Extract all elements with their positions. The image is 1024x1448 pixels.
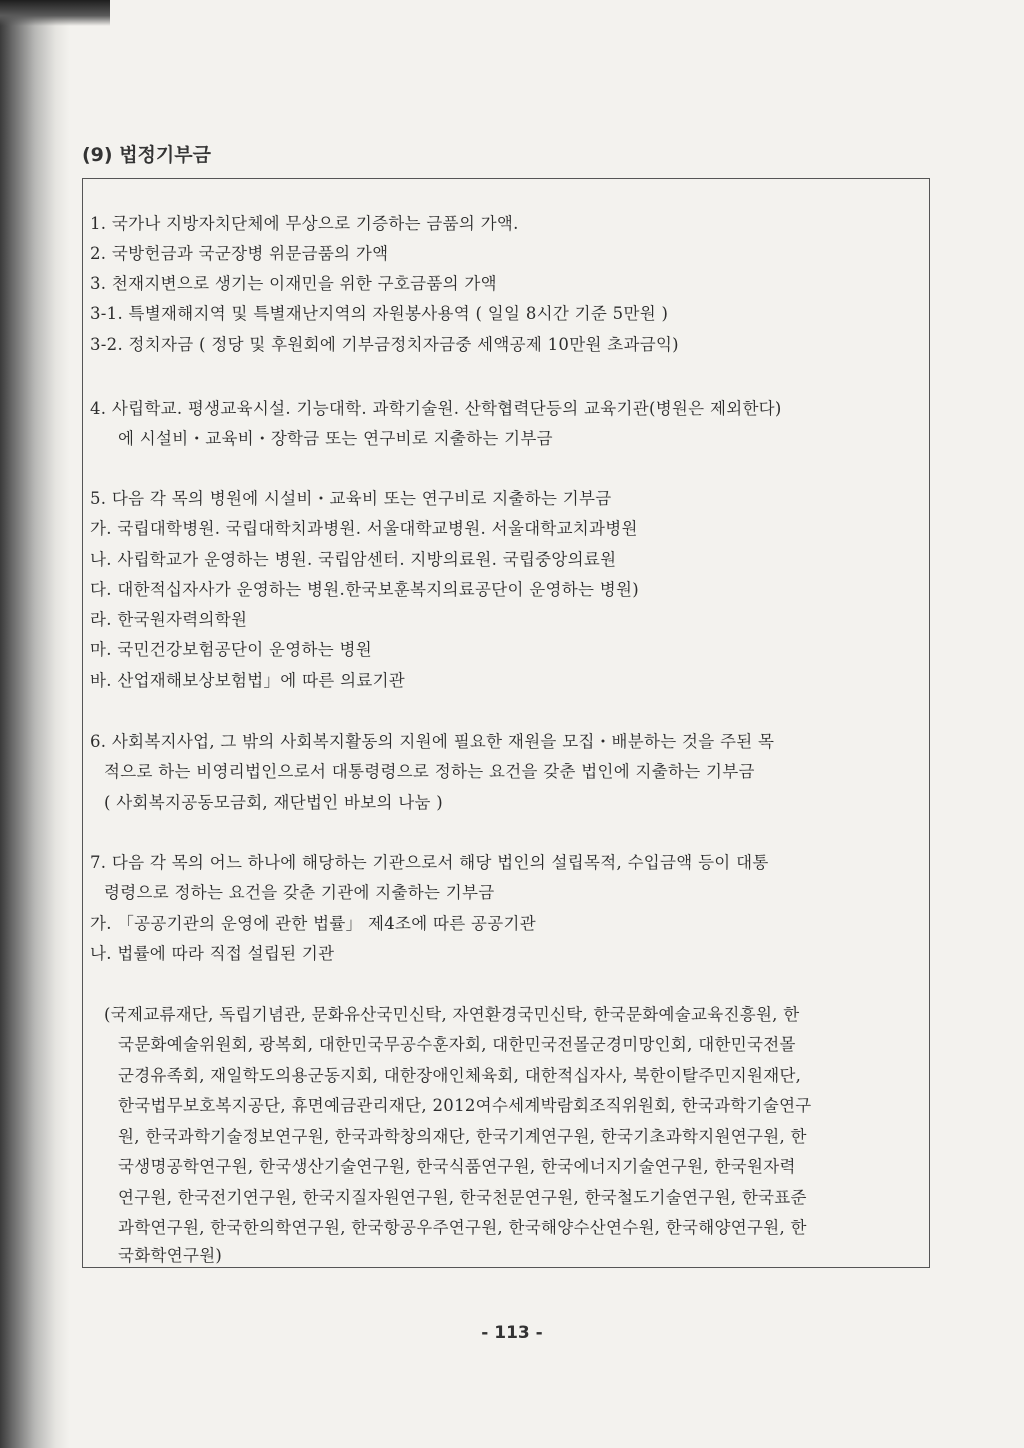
list-item: 마. 국민건강보험공단이 운영하는 병원 [90, 640, 373, 659]
list-item: 연구원, 한국전기연구원, 한국지질자원연구원, 한국천문연구원, 한국철도기술연구원, 한국표준 [118, 1188, 807, 1207]
list-item: 바. 산업재해보상보험법」에 따른 의료기관 [90, 671, 406, 690]
list-item: 국화학연구원) [118, 1246, 223, 1265]
list-item: 5. 다음 각 목의 병원에 시설비・교육비 또는 연구비로 지출하는 기부금 [90, 489, 612, 508]
list-item: 4. 사립학교. 평생교육시설. 기능대학. 과학기술원. 산학협력단등의 교육기관(병원은 제외한다) [90, 399, 782, 418]
list-item: 과학연구원, 한국한의학연구원, 한국항공우주연구원, 한국해양수산연수원, 한국해양연구원, 한 [118, 1218, 807, 1237]
list-item: 국문화예술위원회, 광복회, 대한민국무공수훈자회, 대한민국전몰군경미망인회, 대한민국전몰 [118, 1035, 796, 1054]
list-item: 3-2. 정치자금 ( 정당 및 후원회에 기부금정치자금중 세액공제 10만원 초과금익) [90, 335, 679, 354]
corner-shadow [0, 0, 110, 26]
list-item: 라. 한국원자력의학원 [90, 610, 248, 629]
list-item: 에 시설비・교육비・장학금 또는 연구비로 지출하는 기부금 [118, 429, 553, 448]
list-item: 나. 사립학교가 운영하는 병원. 국립암센터. 지방의료원. 국립중앙의료원 [90, 550, 617, 569]
list-item: 6. 사회복지사업, 그 밖의 사회복지활동의 지원에 필요한 재원을 모집・배분하는 것을 주된 목 [90, 732, 775, 751]
list-item: 군경유족회, 재일학도의용군동지회, 대한장애인체육회, 대한적십자사, 북한이탈주민지원재단, [118, 1066, 802, 1085]
binding-shadow [0, 0, 70, 1448]
list-item: 3-1. 특별재해지역 및 특별재난지역의 자원봉사용역 ( 일일 8시간 기준 5만원 ) [90, 304, 669, 323]
list-item: 1. 국가나 지방자치단체에 무상으로 기증하는 금품의 가액. [90, 214, 519, 233]
list-item: 다. 대한적십자사가 운영하는 병원.한국보훈복지의료공단이 운영하는 병원) [90, 580, 639, 599]
list-item: 7. 다음 각 목의 어느 하나에 해당하는 기관으로서 해당 법인의 설립목적, 수입금액 등이 대통 [90, 853, 769, 872]
list-item: ( 사회복지공동모금회, 재단법인 바보의 나눔 ) [104, 793, 444, 812]
list-item: 2. 국방헌금과 국군장병 위문금품의 가액 [90, 244, 389, 263]
list-item: 가. 「공공기관의 운영에 관한 법률」 제4조에 따른 공공기관 [90, 914, 537, 933]
list-item: (국제교류재단, 독립기념관, 문화유산국민신탁, 자연환경국민신탁, 한국문화예술교육진흥원, 한 [104, 1005, 800, 1024]
list-item: 3. 천재지변으로 생기는 이재민을 위한 구호금품의 가액 [90, 274, 497, 293]
list-item: 한국법무보호복지공단, 휴면예금관리재단, 2012여수세계박람회조직위원회, 한국과학기술연구 [118, 1096, 812, 1115]
list-item: 국생명공학연구원, 한국생산기술연구원, 한국식품연구원, 한국에너지기술연구원, 한국원자력 [118, 1157, 796, 1176]
list-item: 나. 법률에 따라 직접 설립된 기관 [90, 944, 335, 963]
list-item: 적으로 하는 비영리법인으로서 대통령령으로 정하는 요건을 갖춘 법인에 지출하는 기부금 [104, 762, 755, 781]
section-title: (9) 법정기부금 [82, 144, 211, 166]
page-number: - 113 - [481, 1323, 543, 1343]
list-item: 가. 국립대학병원. 국립대학치과병원. 서울대학교병원. 서울대학교치과병원 [90, 519, 638, 538]
list-item: 령령으로 정하는 요건을 갖춘 기관에 지출하는 기부금 [104, 883, 495, 902]
list-item: 원, 한국과학기술정보연구원, 한국과학창의재단, 한국기계연구원, 한국기초과학지원연구원, 한 [118, 1127, 807, 1146]
